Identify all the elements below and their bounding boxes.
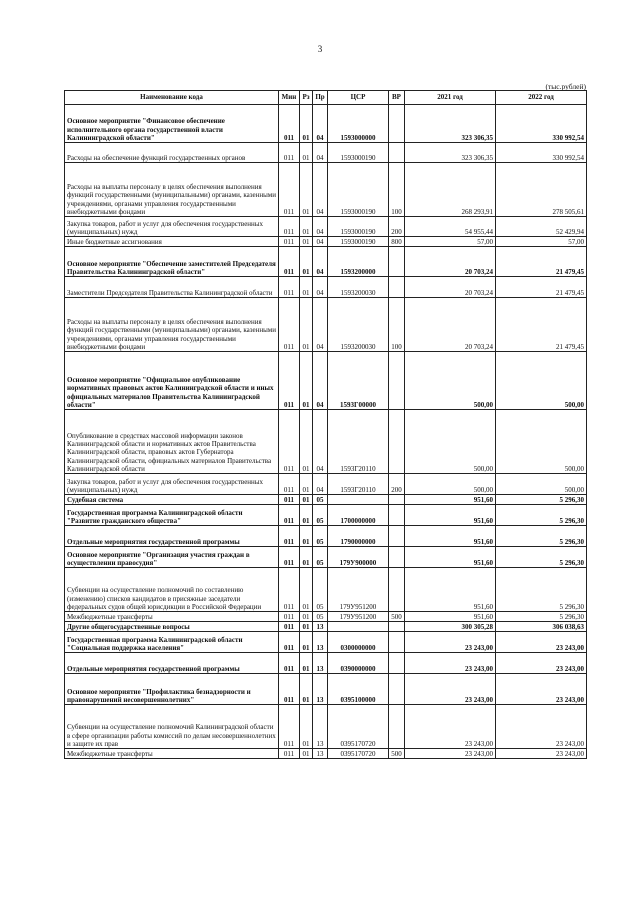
cell-rz: 01 <box>300 474 313 495</box>
cell-rz: 01 <box>300 505 313 526</box>
header-pr: Пр <box>313 91 328 105</box>
table-row <box>65 277 587 298</box>
cell-min: 011 <box>279 622 300 632</box>
cell-y2022: 5 296,30 <box>496 495 587 505</box>
cell-y2021: 300 305,28 <box>405 622 496 632</box>
cell-csr: 1593000190 <box>328 237 389 247</box>
cell-y2021: 500,00 <box>405 410 496 474</box>
cell-csr: 0395170720 <box>328 705 389 749</box>
cell-y2021: 951,60 <box>405 505 496 526</box>
cell-vr: 500 <box>389 612 405 622</box>
cell-pr: 13 <box>313 705 328 749</box>
cell-vr: 100 <box>389 298 405 352</box>
cell-min: 011 <box>279 298 300 352</box>
cell-name: Государственная программа Калининградской области "Социальная поддержка населения" <box>65 632 279 653</box>
cell-vr <box>389 277 405 298</box>
cell-y2022: 500,00 <box>496 352 587 410</box>
cell-csr: 0300000000 <box>328 632 389 653</box>
cell-csr: 1593Г00000 <box>328 352 389 410</box>
cell-y2021: 500,00 <box>405 352 496 410</box>
cell-name: Межбюджетные трансферты <box>65 749 279 759</box>
cell-pr: 04 <box>313 105 328 143</box>
cell-y2022: 23 243,00 <box>496 653 587 674</box>
table-row <box>65 568 587 612</box>
cell-name: Расходы на обеспечение функций государственных органов <box>65 143 279 163</box>
header-2022: 2022 год <box>496 91 587 105</box>
cell-csr: 1593200030 <box>328 277 389 298</box>
cell-min: 011 <box>279 163 300 217</box>
cell-vr <box>389 247 405 277</box>
cell-y2022: 21 479,45 <box>496 298 587 352</box>
cell-rz: 01 <box>300 705 313 749</box>
table-row <box>65 547 587 568</box>
cell-min: 011 <box>279 612 300 622</box>
cell-y2021: 951,60 <box>405 568 496 612</box>
cell-name: Отдельные мероприятия государственной программы <box>65 526 279 547</box>
cell-y2022: 330 992,54 <box>496 143 587 163</box>
table-row <box>65 674 587 705</box>
cell-y2021: 951,60 <box>405 612 496 622</box>
cell-vr <box>389 143 405 163</box>
header-vr: ВР <box>389 91 405 105</box>
cell-vr <box>389 653 405 674</box>
cell-y2021: 54 955,44 <box>405 217 496 237</box>
cell-rz: 01 <box>300 653 313 674</box>
cell-name: Закупка товаров, работ и услуг для обеспечения государственных (муниципальных) нужд <box>65 217 279 237</box>
table-row <box>65 143 587 163</box>
cell-y2021: 20 703,24 <box>405 277 496 298</box>
cell-name: Отдельные мероприятия государственной программы <box>65 653 279 674</box>
cell-y2022: 5 296,30 <box>496 568 587 612</box>
cell-pr: 04 <box>313 410 328 474</box>
table-row <box>65 352 587 410</box>
header-rz: Рз <box>300 91 313 105</box>
table-row <box>65 217 587 237</box>
cell-vr <box>389 547 405 568</box>
cell-pr: 04 <box>313 277 328 298</box>
cell-min: 011 <box>279 352 300 410</box>
cell-y2022: 21 479,45 <box>496 247 587 277</box>
cell-min: 011 <box>279 217 300 237</box>
cell-pr: 04 <box>313 217 328 237</box>
cell-rz: 01 <box>300 237 313 247</box>
cell-pr: 04 <box>313 474 328 495</box>
cell-pr: 13 <box>313 632 328 653</box>
cell-name: Субвенции на осуществление полномочий по составлению (изменению) списков кандидатов в присяжные заседатели федеральных судов общей юрисдикции в Российской Федерации <box>65 568 279 612</box>
cell-csr: 0390000000 <box>328 653 389 674</box>
cell-pr: 13 <box>313 653 328 674</box>
cell-rz: 01 <box>300 622 313 632</box>
table-row <box>65 495 587 505</box>
page-number: 3 <box>317 44 323 54</box>
cell-csr: 1790000000 <box>328 526 389 547</box>
cell-vr <box>389 674 405 705</box>
header-csr: ЦСР <box>328 91 389 105</box>
cell-y2021: 23 243,00 <box>405 705 496 749</box>
cell-csr: 1593000190 <box>328 163 389 217</box>
cell-vr <box>389 352 405 410</box>
cell-vr: 200 <box>389 217 405 237</box>
table-row <box>65 612 587 622</box>
cell-min: 011 <box>279 105 300 143</box>
units-label: (тыс.рублей) <box>545 82 586 91</box>
cell-name: Судебная система <box>65 495 279 505</box>
cell-y2022: 278 505,61 <box>496 163 587 217</box>
cell-name: Другие общегосударственные вопросы <box>65 622 279 632</box>
cell-min: 011 <box>279 410 300 474</box>
cell-min: 011 <box>279 674 300 705</box>
cell-pr: 04 <box>313 352 328 410</box>
table-row <box>65 749 587 759</box>
cell-y2022: 5 296,30 <box>496 547 587 568</box>
cell-y2022: 52 429,94 <box>496 217 587 237</box>
cell-name: Государственная программа Калининградской области "Развитие гражданского общества" <box>65 505 279 526</box>
cell-y2022: 23 243,00 <box>496 749 587 759</box>
cell-name: Межбюджетные трансферты <box>65 612 279 622</box>
cell-y2021: 20 703,24 <box>405 298 496 352</box>
cell-name: Расходы на выплаты персоналу в целях обеспечения выполнения функций государственными (муниципальными) органами, казенными учреждениями, органами управления государственными внебюджетными фондами <box>65 298 279 352</box>
cell-rz: 01 <box>300 495 313 505</box>
table-row <box>65 410 587 474</box>
cell-rz: 01 <box>300 277 313 298</box>
cell-min: 011 <box>279 632 300 653</box>
cell-name: Расходы на выплаты персоналу в целях обеспечения выполнения функций государственными (муниципальными) органами, казенными учреждениями, органами управления государственными внебюджетными фондами <box>65 163 279 217</box>
cell-vr <box>389 632 405 653</box>
cell-min: 011 <box>279 568 300 612</box>
cell-y2021: 951,60 <box>405 495 496 505</box>
cell-name: Основное мероприятие "Финансовое обеспечение исполнительного органа государственной власти Калининградской области" <box>65 105 279 143</box>
cell-rz: 01 <box>300 526 313 547</box>
cell-y2022: 5 296,30 <box>496 526 587 547</box>
cell-pr: 04 <box>313 143 328 163</box>
table-row <box>65 237 587 247</box>
cell-csr <box>328 622 389 632</box>
cell-name: Опубликование в средствах массовой информации законов Калининградской области и нормативных актов Правительства Калининградской области, правовых актов Губернатора Калининградской области, официальных материалов Правительства Калининградской области <box>65 410 279 474</box>
cell-y2021: 951,60 <box>405 547 496 568</box>
cell-min: 011 <box>279 277 300 298</box>
cell-y2021: 23 243,00 <box>405 749 496 759</box>
cell-rz: 01 <box>300 547 313 568</box>
table-row <box>65 705 587 749</box>
cell-vr <box>389 105 405 143</box>
cell-vr: 100 <box>389 163 405 217</box>
cell-pr: 04 <box>313 247 328 277</box>
table-row <box>65 622 587 632</box>
cell-min: 011 <box>279 143 300 163</box>
table-row <box>65 632 587 653</box>
cell-csr: 0395170720 <box>328 749 389 759</box>
cell-pr: 13 <box>313 622 328 632</box>
cell-rz: 01 <box>300 217 313 237</box>
cell-y2021: 23 243,00 <box>405 653 496 674</box>
cell-csr: 1593000190 <box>328 217 389 237</box>
header-2021: 2021 год <box>405 91 496 105</box>
cell-rz: 01 <box>300 105 313 143</box>
cell-min: 011 <box>279 526 300 547</box>
cell-y2021: 323 306,35 <box>405 105 496 143</box>
cell-pr: 04 <box>313 298 328 352</box>
cell-csr: 0395100000 <box>328 674 389 705</box>
cell-y2022: 23 243,00 <box>496 674 587 705</box>
cell-vr <box>389 705 405 749</box>
cell-rz: 01 <box>300 163 313 217</box>
cell-y2021: 500,00 <box>405 474 496 495</box>
cell-rz: 01 <box>300 247 313 277</box>
cell-name: Заместители Председателя Правительства Калининградской области <box>65 277 279 298</box>
table-row <box>65 526 587 547</box>
cell-name: Основное мероприятие "Обеспечение заместителей Председателя Правительства Калининградской области" <box>65 247 279 277</box>
table-row <box>65 653 587 674</box>
cell-csr: 1593200030 <box>328 298 389 352</box>
cell-min: 011 <box>279 247 300 277</box>
cell-name: Основное мероприятие "Официальное опубликование нормативных правовых актов Калининградской области и иных официальных материалов Правительства Калининградской области" <box>65 352 279 410</box>
cell-csr: 1593Г20110 <box>328 410 389 474</box>
cell-pr: 05 <box>313 612 328 622</box>
cell-vr <box>389 495 405 505</box>
cell-vr: 500 <box>389 749 405 759</box>
cell-y2021: 23 243,00 <box>405 632 496 653</box>
cell-y2022: 23 243,00 <box>496 705 587 749</box>
cell-y2021: 268 293,91 <box>405 163 496 217</box>
cell-csr: 179У900000 <box>328 547 389 568</box>
table-row <box>65 505 587 526</box>
cell-rz: 01 <box>300 410 313 474</box>
cell-y2022: 500,00 <box>496 410 587 474</box>
cell-csr: 179У951200 <box>328 612 389 622</box>
table-header-row <box>65 91 587 105</box>
cell-pr: 13 <box>313 749 328 759</box>
cell-csr: 1700000000 <box>328 505 389 526</box>
cell-pr: 04 <box>313 237 328 247</box>
cell-vr: 200 <box>389 474 405 495</box>
cell-pr: 05 <box>313 568 328 612</box>
cell-csr: 1593000000 <box>328 105 389 143</box>
cell-min: 011 <box>279 237 300 247</box>
budget-table <box>64 90 587 759</box>
cell-name: Закупка товаров, работ и услуг для обеспечения государственных (муниципальных) нужд <box>65 474 279 495</box>
cell-y2022: 330 992,54 <box>496 105 587 143</box>
cell-vr <box>389 622 405 632</box>
cell-name: Основное мероприятие "Организация участия граждан в осуществлении правосудия" <box>65 547 279 568</box>
cell-min: 011 <box>279 653 300 674</box>
cell-rz: 01 <box>300 632 313 653</box>
cell-pr: 05 <box>313 526 328 547</box>
cell-y2021: 20 703,24 <box>405 247 496 277</box>
cell-pr: 05 <box>313 495 328 505</box>
cell-min: 011 <box>279 705 300 749</box>
cell-y2021: 323 306,35 <box>405 143 496 163</box>
cell-y2022: 21 479,45 <box>496 277 587 298</box>
cell-vr: 800 <box>389 237 405 247</box>
cell-y2022: 5 296,30 <box>496 505 587 526</box>
cell-rz: 01 <box>300 612 313 622</box>
cell-rz: 01 <box>300 143 313 163</box>
cell-pr: 04 <box>313 163 328 217</box>
header-min: Мин <box>279 91 300 105</box>
cell-min: 011 <box>279 474 300 495</box>
table-row <box>65 105 587 143</box>
cell-y2022: 5 296,30 <box>496 612 587 622</box>
cell-pr: 05 <box>313 505 328 526</box>
cell-rz: 01 <box>300 352 313 410</box>
cell-vr <box>389 505 405 526</box>
cell-pr: 13 <box>313 674 328 705</box>
cell-vr <box>389 410 405 474</box>
cell-csr <box>328 495 389 505</box>
cell-vr <box>389 526 405 547</box>
cell-pr: 05 <box>313 547 328 568</box>
cell-name: Субвенции на осуществление полномочий Калининградской области в сфере организации работы комиссий по делам несовершеннолетних и защите их прав <box>65 705 279 749</box>
cell-vr <box>389 568 405 612</box>
cell-y2022: 306 038,63 <box>496 622 587 632</box>
cell-name: Иные бюджетные ассигнования <box>65 237 279 247</box>
cell-rz: 01 <box>300 568 313 612</box>
cell-csr: 1593Г20110 <box>328 474 389 495</box>
cell-rz: 01 <box>300 749 313 759</box>
cell-min: 011 <box>279 495 300 505</box>
cell-y2022: 500,00 <box>496 474 587 495</box>
cell-min: 011 <box>279 547 300 568</box>
cell-y2022: 57,00 <box>496 237 587 247</box>
cell-csr: 1593200000 <box>328 247 389 277</box>
cell-y2021: 951,60 <box>405 526 496 547</box>
table-row <box>65 163 587 217</box>
table-row <box>65 474 587 495</box>
cell-y2021: 57,00 <box>405 237 496 247</box>
cell-csr: 179У951200 <box>328 568 389 612</box>
cell-min: 011 <box>279 505 300 526</box>
table-row <box>65 298 587 352</box>
cell-rz: 01 <box>300 298 313 352</box>
cell-y2021: 23 243,00 <box>405 674 496 705</box>
table-row <box>65 247 587 277</box>
cell-csr: 1593000190 <box>328 143 389 163</box>
header-name: Наименование кода <box>65 91 279 105</box>
cell-name: Основное мероприятие "Профилактика безнадзорности и правонарушений несовершеннолетних" <box>65 674 279 705</box>
cell-y2022: 23 243,00 <box>496 632 587 653</box>
cell-min: 011 <box>279 749 300 759</box>
cell-rz: 01 <box>300 674 313 705</box>
